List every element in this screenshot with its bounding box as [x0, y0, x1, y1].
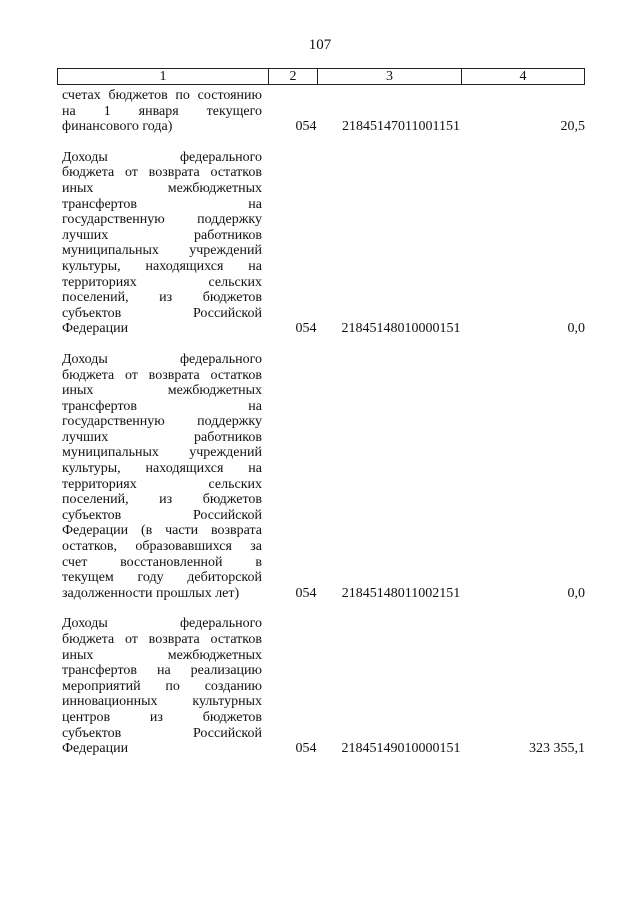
- table-body: [62, 88, 588, 757]
- description-line: трансфертов на: [62, 196, 262, 212]
- admin-code: 054: [295, 741, 317, 757]
- description-line: Доходы федерального: [62, 351, 262, 367]
- description-line: на 1 января текущего: [62, 103, 262, 119]
- row-description: [62, 616, 262, 756]
- table-row: [62, 150, 588, 337]
- header-col-3: 3: [318, 69, 462, 84]
- header-col-2: 2: [269, 69, 318, 84]
- description-line: лучших работников: [62, 429, 262, 445]
- description-line: трансфертов на: [62, 398, 262, 414]
- description-line: иных межбюджетных: [62, 383, 262, 399]
- description-line: инновационных культурных: [62, 694, 262, 710]
- budget-classification-code: 21845147011001151: [342, 119, 460, 135]
- table-row: [62, 616, 588, 756]
- header-col-4: 4: [519, 69, 527, 84]
- description-line: культуры, находящихся на: [62, 258, 262, 274]
- description-line: Доходы федерального: [62, 616, 262, 632]
- description-line: счет восстановленной в: [62, 554, 262, 570]
- description-line: Федерации: [62, 741, 129, 757]
- row-description: [62, 88, 262, 135]
- admin-code: 054: [295, 321, 317, 337]
- description-line: бюджета от возврата остатков: [62, 632, 262, 647]
- budget-classification-code: 21845149010000151: [341, 741, 461, 757]
- description-line: центров из бюджетов: [62, 709, 262, 725]
- admin-code: 054: [295, 119, 317, 135]
- description-line: счетах бюджетов по состоянию: [62, 88, 262, 103]
- description-line: мероприятий по созданию: [62, 678, 262, 694]
- description-line: Доходы федерального: [62, 149, 262, 165]
- amount-value: 323 355,1: [529, 741, 585, 757]
- amount-value: 0,0: [567, 585, 585, 601]
- table-row: [62, 88, 588, 135]
- description-line: муниципальных учреждений: [62, 243, 262, 259]
- description-line: поселений, из бюджетов: [62, 290, 262, 306]
- description-line: финансового года): [62, 119, 173, 135]
- budget-classification-code: 21845148011002151: [341, 585, 461, 601]
- description-line: поселений, из бюджетов: [62, 492, 262, 508]
- description-line: текущем году дебиторской: [62, 570, 262, 586]
- description-line: муниципальных учреждений: [62, 445, 262, 461]
- description-line: задолженности прошлых лет): [62, 585, 240, 601]
- description-line: территориях сельских: [62, 274, 262, 290]
- description-line: бюджета от возврата остатков: [62, 165, 262, 181]
- description-line: трансфертов на реализацию: [62, 663, 262, 679]
- table-header: [57, 68, 585, 85]
- description-line: остатков, образовавшихся за: [62, 539, 262, 555]
- row-description: [62, 150, 262, 337]
- admin-code: 054: [295, 585, 317, 601]
- description-line: Федерации (в части возврата: [62, 523, 262, 539]
- page-number: 107: [308, 37, 332, 53]
- budget-classification-code: 21845148010000151: [341, 321, 461, 337]
- description-line: иных межбюджетных: [62, 180, 262, 196]
- amount-value: 0,0: [567, 321, 585, 337]
- table-row: [62, 352, 588, 602]
- header-col-1: 1: [58, 69, 269, 84]
- description-line: лучших работников: [62, 227, 262, 243]
- description-line: территориях сельских: [62, 476, 262, 492]
- description-line: культуры, находящихся на: [62, 461, 262, 477]
- description-line: иных межбюджетных: [62, 647, 262, 663]
- row-description: [62, 352, 262, 602]
- amount-value: 20,5: [560, 119, 585, 135]
- description-line: Федерации: [62, 321, 129, 337]
- description-line: субъектов Российской: [62, 305, 262, 321]
- description-line: субъектов Российской: [62, 507, 262, 523]
- description-line: бюджета от возврата остатков: [62, 367, 262, 383]
- description-line: государственную поддержку: [62, 414, 262, 430]
- description-line: государственную поддержку: [62, 212, 262, 228]
- description-line: субъектов Российской: [62, 725, 262, 741]
